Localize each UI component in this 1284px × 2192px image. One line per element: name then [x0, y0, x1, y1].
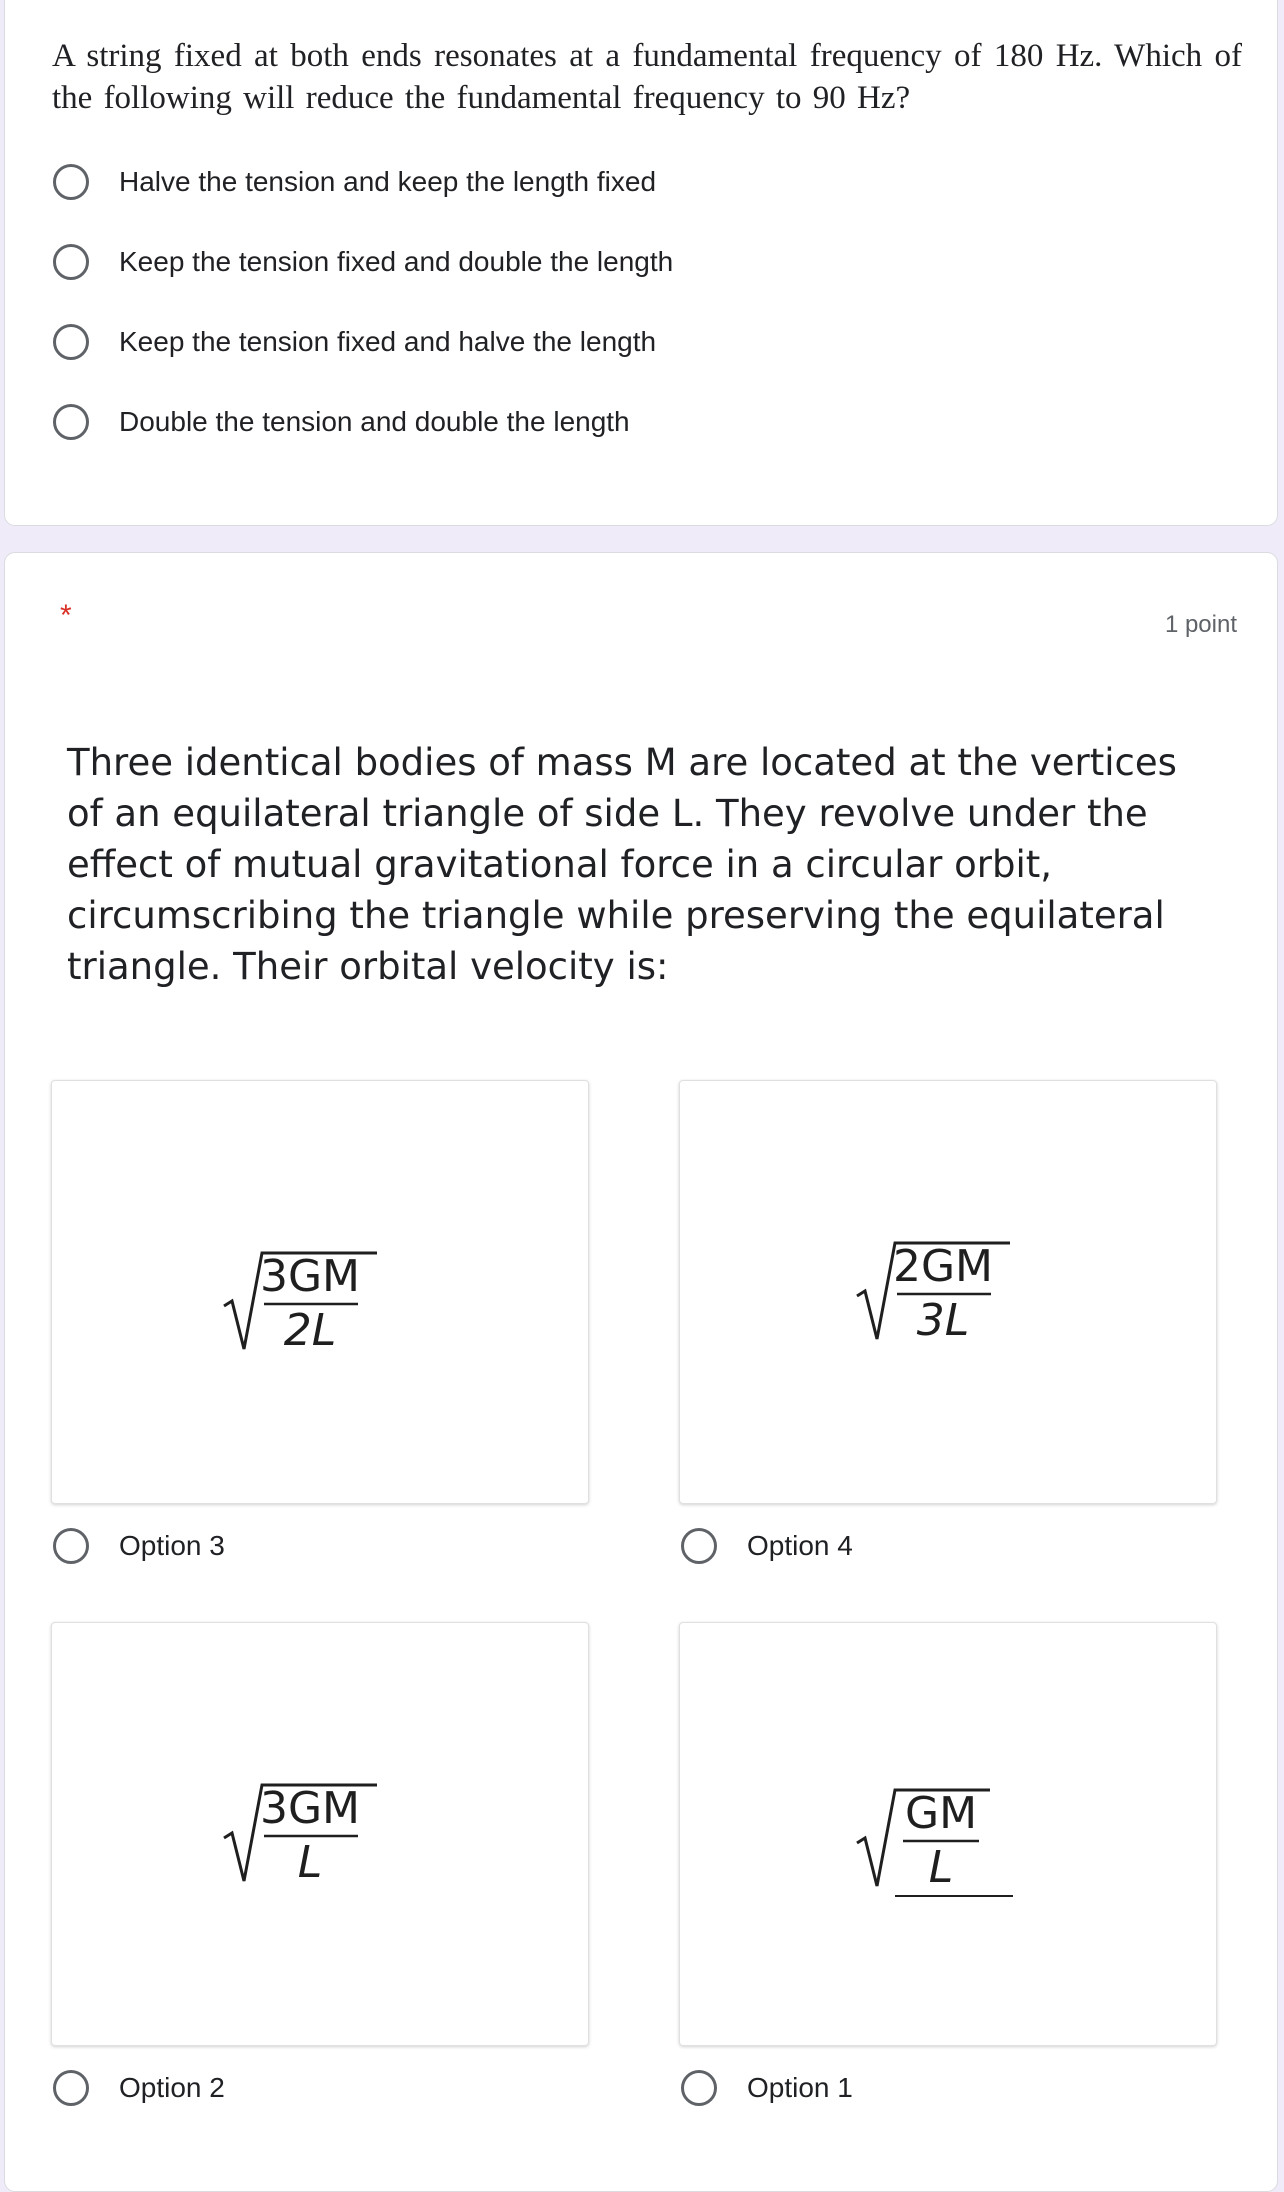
radio-button[interactable]	[53, 2070, 89, 2106]
option-choice-2[interactable]	[53, 2065, 225, 2111]
option-label: Option 4	[747, 1530, 853, 1561]
svg-text:3GM: 3GM	[259, 1251, 361, 1302]
option-image-card-3	[51, 1080, 589, 1504]
svg-text:L: L	[928, 1842, 954, 1893]
option-label: Option 3	[119, 1530, 225, 1561]
choice-label: Keep the tension fixed and double the length	[119, 246, 674, 277]
radio-button[interactable]	[53, 404, 89, 440]
radio-button[interactable]	[53, 1528, 89, 1564]
choice-1[interactable]	[53, 157, 656, 207]
question-1-text: A string fixed at both ends resonates at a fundamental frequency of 180 Hz. Which of the following will reduce the fundamental frequency to 90 Hz?	[52, 38, 1242, 116]
svg-text:L: L	[297, 1837, 323, 1888]
option-label: Option 1	[747, 2072, 853, 2103]
choice-2[interactable]	[53, 237, 673, 287]
radio-button[interactable]	[53, 244, 89, 280]
choice-label: Halve the tension and keep the length fixed	[119, 166, 657, 197]
option-choice-1[interactable]	[681, 2065, 853, 2111]
formula-image	[855, 1768, 1035, 1898]
svg-text:3GM: 3GM	[259, 1783, 361, 1834]
choice-label: Double the tension and double the length	[119, 406, 630, 437]
radio-button[interactable]	[681, 1528, 717, 1564]
question-card-1	[4, 0, 1278, 526]
choice-label: Keep the tension fixed and halve the length	[119, 326, 657, 357]
formula-image	[855, 1221, 1035, 1351]
required-marker: *	[60, 599, 72, 632]
svg-text:3L: 3L	[916, 1295, 970, 1346]
option-choice-3[interactable]	[53, 1523, 225, 1569]
option-image-card-2	[51, 1622, 589, 2046]
points-label: 1 point	[1164, 611, 1237, 638]
option-choice-4[interactable]	[681, 1523, 853, 1569]
svg-text:2GM: 2GM	[892, 1241, 994, 1292]
choice-4[interactable]	[53, 397, 630, 447]
formula-image	[222, 1231, 402, 1361]
svg-text:2L: 2L	[283, 1305, 337, 1356]
formula-image	[222, 1763, 402, 1893]
question-2-text: Three identical bodies of mass M are located at the vertices of an equilateral triangle of side L. They revolve under the effect of mutual gravitational force in a circular orbit, circumscribing the triangle while preserving the equilateral triangle. Their orbital velocity is:	[67, 741, 1177, 988]
option-label: Option 2	[119, 2072, 225, 2103]
option-image-card-4	[679, 1080, 1217, 1504]
question-card-2	[4, 552, 1278, 2192]
radio-button[interactable]	[53, 164, 89, 200]
option-image-card-1	[679, 1622, 1217, 2046]
svg-text:GM: GM	[904, 1788, 978, 1839]
radio-button[interactable]	[53, 324, 89, 360]
choice-3[interactable]	[53, 317, 656, 367]
radio-button[interactable]	[681, 2070, 717, 2106]
